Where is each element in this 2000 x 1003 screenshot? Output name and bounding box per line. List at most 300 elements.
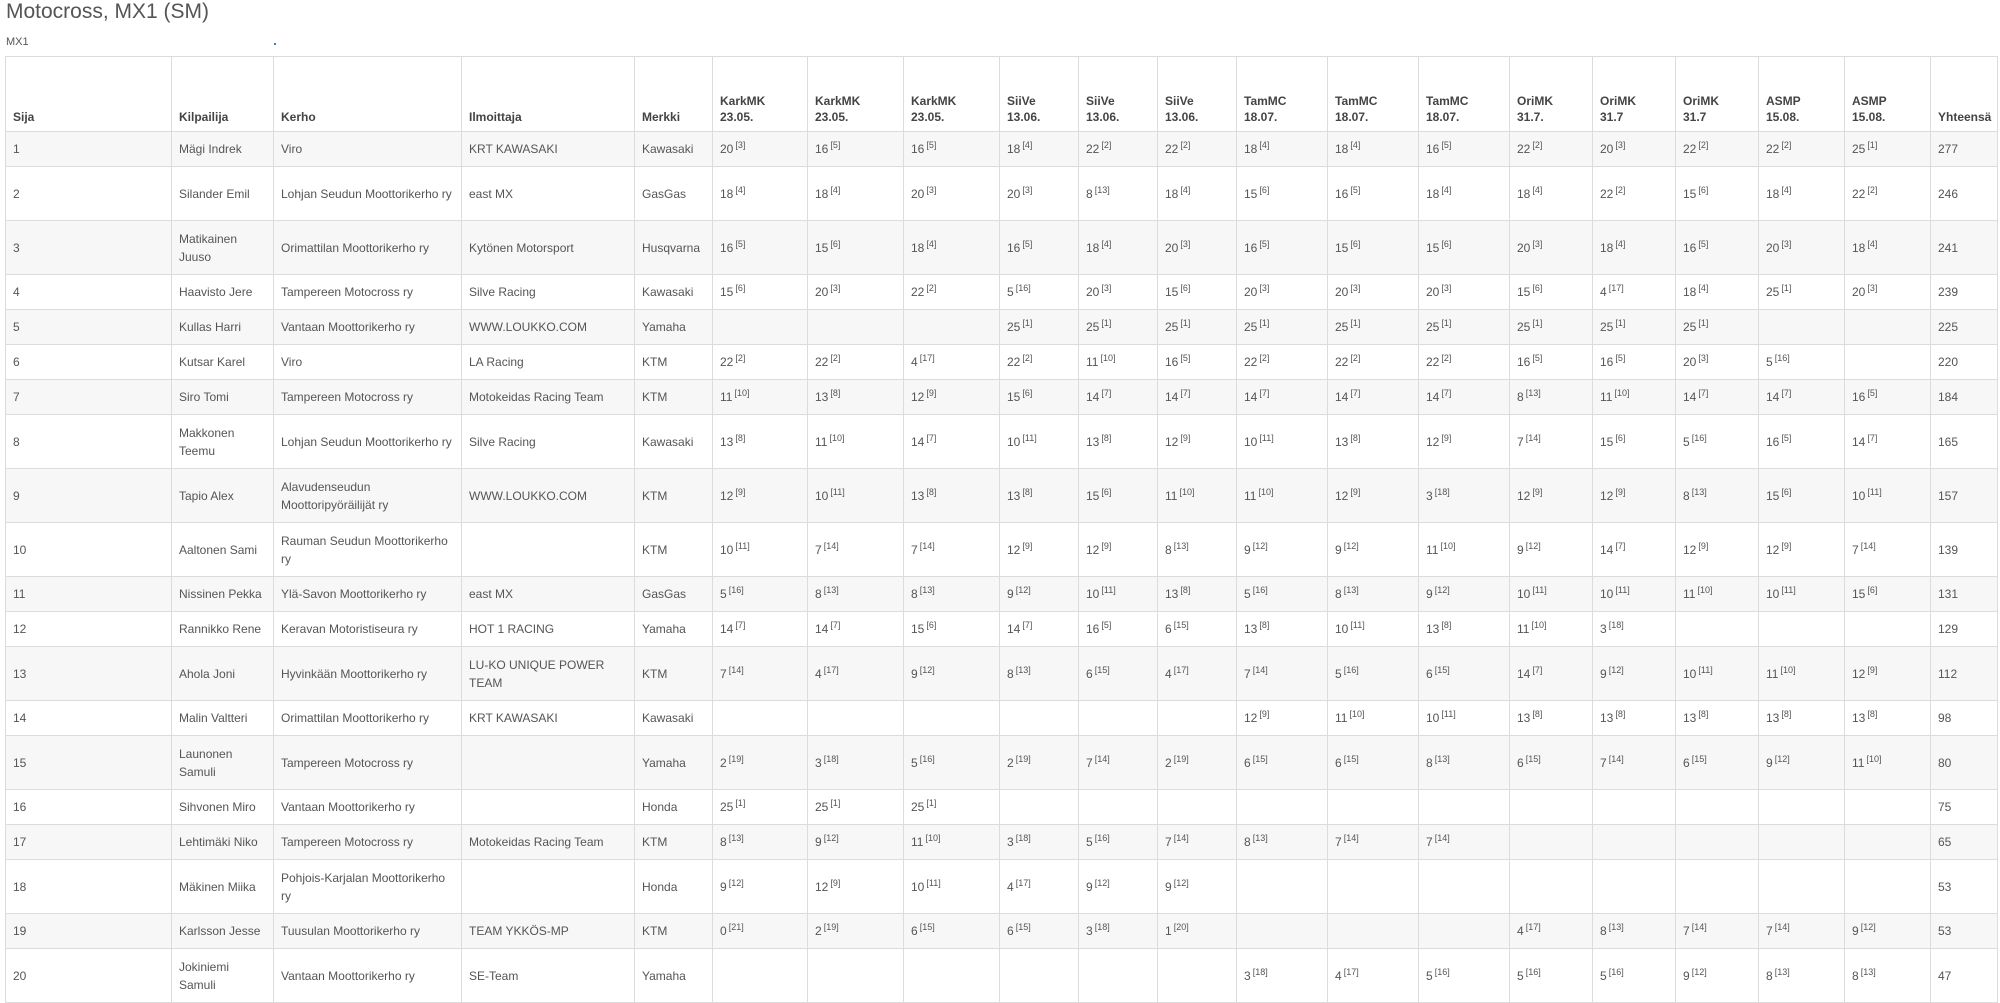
score-cell (1845, 345, 1931, 380)
score-cell (1593, 825, 1676, 860)
score-cell (1237, 949, 1328, 1003)
score-cell (904, 949, 1000, 1003)
score-points: 7 (1086, 755, 1093, 770)
round-name: SiiVe (1007, 94, 1036, 108)
score-placement: [10] (1614, 388, 1630, 398)
score-cell (1000, 612, 1079, 647)
score-cell (808, 736, 904, 790)
score-cell (1419, 275, 1510, 310)
score-points: 11 (1335, 711, 1348, 725)
score-points: 18 (1244, 142, 1258, 156)
score-cell (1759, 310, 1845, 345)
score-points: 4 (911, 355, 918, 369)
header-round-6[interactable] (1158, 57, 1237, 132)
header-rider[interactable]: Kilpailija (172, 57, 274, 132)
header-club[interactable]: Kerho (274, 57, 462, 132)
table-row[interactable] (6, 790, 1998, 825)
score-cell (1237, 736, 1328, 790)
score-cell (1000, 736, 1079, 790)
round-date: 31.7 (1683, 110, 1707, 124)
total-cell: 131 (1931, 577, 1998, 612)
score-points: 10 (1335, 622, 1349, 636)
score-cell (1328, 577, 1419, 612)
score-placement: [6] (1350, 238, 1361, 249)
score-placement: [13] (919, 585, 935, 595)
table-row[interactable] (6, 701, 1998, 736)
score-cell (1593, 469, 1676, 523)
score-points: 25 (1335, 320, 1349, 334)
score-cell (1676, 310, 1759, 345)
table-row[interactable] (6, 132, 1998, 167)
score-placement: [3] (1441, 283, 1452, 293)
round-date: 31.7. (1517, 110, 1544, 124)
score-points: 10 (720, 542, 734, 557)
score-cell (1676, 275, 1759, 310)
round-name: KarkMK (720, 94, 766, 108)
score-cell (713, 221, 808, 275)
score-placement: [7] (830, 620, 841, 630)
score-cell (1845, 221, 1931, 275)
score-cell (1237, 914, 1328, 949)
score-points: 18 (1766, 186, 1780, 201)
score-points: 9 (1244, 542, 1251, 557)
brand-cell: Kawasaki (635, 701, 713, 736)
score-cell (1237, 167, 1328, 221)
table-row[interactable] (6, 825, 1998, 860)
score-placement: [6] (1532, 283, 1543, 293)
score-placement: [15] (1252, 753, 1268, 764)
score-points: 18 (1335, 142, 1349, 156)
score-points: 5 (1007, 285, 1014, 299)
score-placement: [4] (1698, 283, 1709, 293)
score-cell (1419, 221, 1510, 275)
score-placement: [7] (1101, 388, 1112, 398)
score-cell (1759, 736, 1845, 790)
score-placement: [13] (1525, 388, 1541, 398)
score-cell (1593, 310, 1676, 345)
table-row[interactable] (6, 914, 1998, 949)
score-cell (713, 275, 808, 310)
score-cell (1676, 949, 1759, 1003)
score-cell (1079, 701, 1158, 736)
score-placement: [10] (1697, 585, 1713, 595)
round-date: 15.08. (1766, 110, 1800, 124)
score-points: 8 (1335, 587, 1342, 601)
score-placement: [1] (1532, 318, 1543, 328)
score-placement: [12] (1691, 966, 1707, 977)
score-cell (1759, 914, 1845, 949)
score-cell (1328, 275, 1419, 310)
table-row[interactable] (6, 275, 1998, 310)
total-cell: 139 (1931, 523, 1998, 577)
score-placement: [14] (728, 664, 744, 675)
score-cell (1000, 860, 1079, 914)
total-cell: 220 (1931, 345, 1998, 380)
total-cell: 47 (1931, 949, 1998, 1003)
score-points: 16 (1165, 355, 1179, 369)
table-row[interactable] (6, 310, 1998, 345)
score-cell (904, 825, 1000, 860)
score-cell (904, 736, 1000, 790)
score-cell (1079, 310, 1158, 345)
score-placement: [11] (1615, 585, 1630, 595)
score-points: 13 (911, 488, 925, 503)
score-points: 15 (1517, 285, 1531, 299)
score-placement: [16] (1691, 432, 1707, 443)
score-placement: [8] (926, 486, 937, 497)
score-placement: [7] (1615, 540, 1626, 551)
score-cell (713, 310, 808, 345)
header-pos[interactable]: Sija (6, 57, 172, 132)
score-points: 14 (1852, 434, 1866, 449)
round-name: TamMC (1335, 94, 1378, 108)
table-row[interactable] (6, 577, 1998, 612)
score-points: 5 (1517, 968, 1524, 983)
score-points: 12 (720, 488, 734, 503)
score-points: 20 (1766, 240, 1780, 255)
score-points: 22 (1852, 186, 1866, 201)
score-placement: [2] (1615, 184, 1626, 195)
club-cell: Tampereen Motocross ry (274, 825, 462, 860)
score-points: 20 (1007, 186, 1021, 201)
score-cell (1419, 132, 1510, 167)
score-placement: [11] (1022, 432, 1037, 443)
score-placement: [16] (1015, 283, 1031, 293)
table-row[interactable] (6, 523, 1998, 577)
score-cell (713, 132, 808, 167)
brand-cell: KTM (635, 345, 713, 380)
header-round-7[interactable] (1237, 57, 1328, 132)
entrant-cell: LA Racing (462, 345, 635, 380)
table-row[interactable] (6, 469, 1998, 523)
score-cell (1237, 275, 1328, 310)
score-points: 25 (1683, 320, 1697, 334)
score-placement: [2] (735, 353, 746, 363)
table-row[interactable] (6, 860, 1998, 914)
score-cell (1079, 577, 1158, 612)
score-cell (1593, 860, 1676, 914)
score-cell (1845, 825, 1931, 860)
score-cell (1759, 221, 1845, 275)
score-placement: [3] (1532, 238, 1543, 249)
score-cell (1593, 949, 1676, 1003)
score-cell (1237, 221, 1328, 275)
score-cell (808, 275, 904, 310)
score-cell (1845, 415, 1931, 469)
table-row[interactable] (6, 949, 1998, 1003)
score-cell (1158, 469, 1237, 523)
score-cell (713, 701, 808, 736)
rider-cell: Haavisto Jere (172, 275, 274, 310)
score-points: 13 (815, 390, 829, 404)
score-points: 14 (1766, 390, 1780, 404)
score-points: 13 (1683, 711, 1697, 725)
score-cell (1593, 577, 1676, 612)
score-points: 16 (1766, 434, 1780, 449)
score-points: 8 (911, 587, 918, 601)
header-round-1[interactable] (713, 57, 808, 132)
round-name: OriMK (1600, 94, 1636, 108)
score-cell (1419, 825, 1510, 860)
score-cell (1237, 647, 1328, 701)
score-placement: [7] (1259, 388, 1270, 398)
score-placement: [4] (1532, 184, 1543, 195)
position-cell: 7 (6, 380, 172, 415)
score-cell (713, 415, 808, 469)
score-cell (1079, 949, 1158, 1003)
round-name: ASMP (1766, 94, 1801, 108)
score-cell (1419, 914, 1510, 949)
table-row[interactable] (6, 612, 1998, 647)
score-points: 18 (1683, 285, 1697, 299)
score-points: 22 (1517, 142, 1531, 156)
score-points: 10 (1244, 434, 1258, 449)
score-cell (1158, 577, 1237, 612)
score-cell (1759, 469, 1845, 523)
table-row[interactable] (6, 167, 1998, 221)
score-points: 12 (1683, 542, 1697, 557)
score-placement: [4] (926, 238, 937, 249)
score-placement: [13] (823, 585, 839, 595)
entrant-cell: WWW.LOUKKO.COM (462, 469, 635, 523)
score-cell (1759, 790, 1845, 825)
score-placement: [10] (1179, 486, 1195, 497)
entrant-cell: SE-Team (462, 949, 635, 1003)
score-points: 16 (1683, 240, 1697, 255)
score-points: 7 (1600, 755, 1607, 770)
score-placement: [2] (1781, 140, 1792, 150)
score-cell (808, 914, 904, 949)
score-cell (1759, 132, 1845, 167)
score-placement: [19] (728, 753, 744, 764)
score-placement: [12] (919, 664, 935, 675)
score-cell (1759, 577, 1845, 612)
score-cell (1510, 415, 1593, 469)
score-cell (713, 949, 808, 1003)
score-points: 16 (1335, 186, 1349, 201)
score-points: 8 (1007, 666, 1014, 681)
score-cell (1328, 860, 1419, 914)
total-cell: 112 (1931, 647, 1998, 701)
score-points: 13 (1335, 434, 1349, 449)
score-cell (1419, 345, 1510, 380)
score-points: 18 (911, 240, 925, 255)
score-cell (904, 380, 1000, 415)
round-date: 15.08. (1852, 110, 1886, 124)
score-placement: [12] (1525, 540, 1541, 551)
score-placement: [16] (1094, 833, 1110, 843)
score-points: 8 (720, 835, 727, 849)
header-round-4[interactable] (1000, 57, 1079, 132)
header-round-14[interactable] (1845, 57, 1931, 132)
score-points: 22 (1007, 355, 1021, 369)
table-row[interactable] (6, 221, 1998, 275)
header-round-10[interactable] (1510, 57, 1593, 132)
score-placement: [6] (1180, 283, 1191, 293)
score-cell (1419, 167, 1510, 221)
score-placement: [2] (1101, 140, 1112, 150)
club-cell: Viro (274, 132, 462, 167)
header-total[interactable]: Yhteensä (1931, 57, 1998, 132)
rider-cell: Matikainen Juuso (172, 221, 274, 275)
score-points: 10 (1426, 711, 1440, 725)
score-cell (1759, 380, 1845, 415)
score-cell (1676, 647, 1759, 701)
score-points: 10 (911, 879, 925, 894)
score-placement: [15] (1015, 922, 1031, 932)
total-cell: 53 (1931, 914, 1998, 949)
score-cell (713, 380, 808, 415)
score-placement: [8] (1441, 620, 1452, 630)
score-points: 5 (1766, 355, 1773, 369)
score-points: 18 (815, 186, 829, 201)
brand-cell: GasGas (635, 577, 713, 612)
header-brand[interactable]: Merkki (635, 57, 713, 132)
score-points: 22 (720, 355, 734, 369)
header-round-3[interactable] (904, 57, 1000, 132)
header-round-8[interactable] (1328, 57, 1419, 132)
table-row[interactable] (6, 736, 1998, 790)
score-placement: [6] (1698, 184, 1709, 195)
score-points: 12 (1517, 488, 1531, 503)
score-points: 25 (911, 800, 925, 814)
club-cell: Tuusulan Moottorikerho ry (274, 914, 462, 949)
header-round-5[interactable] (1079, 57, 1158, 132)
score-points: 22 (1766, 142, 1780, 156)
table-row[interactable] (6, 415, 1998, 469)
score-points: 20 (1683, 355, 1697, 369)
score-cell (713, 825, 808, 860)
score-placement: [7] (1781, 388, 1792, 398)
score-placement: [7] (1698, 388, 1709, 398)
score-cell (1593, 380, 1676, 415)
score-cell (1328, 701, 1419, 736)
score-points: 12 (1600, 488, 1614, 503)
position-cell: 18 (6, 860, 172, 914)
score-cell (904, 310, 1000, 345)
table-row[interactable] (6, 380, 1998, 415)
score-cell (713, 736, 808, 790)
header-round-2[interactable] (808, 57, 904, 132)
score-points: 22 (1086, 142, 1100, 156)
score-cell (713, 914, 808, 949)
score-cell (1510, 790, 1593, 825)
score-cell (1328, 790, 1419, 825)
score-placement: [20] (1173, 922, 1189, 932)
score-cell (1328, 523, 1419, 577)
score-points: 22 (815, 355, 829, 369)
score-placement: [5] (1532, 353, 1543, 363)
score-placement: [4] (1022, 140, 1033, 150)
score-cell (1676, 523, 1759, 577)
total-cell: 225 (1931, 310, 1998, 345)
score-points: 18 (1086, 240, 1100, 255)
score-cell (1759, 415, 1845, 469)
score-points: 0 (720, 924, 727, 938)
header-round-9[interactable] (1419, 57, 1510, 132)
score-points: 5 (1086, 835, 1093, 849)
score-points: 8 (1766, 968, 1773, 983)
score-cell (1079, 523, 1158, 577)
score-placement: [21] (728, 922, 744, 932)
score-placement: [1] (1698, 318, 1709, 328)
score-points: 9 (1600, 666, 1607, 681)
rider-cell: Karlsson Jesse (172, 914, 274, 949)
score-cell (1676, 132, 1759, 167)
score-points: 6 (1086, 666, 1093, 681)
score-placement: [13] (1860, 966, 1876, 977)
score-cell (1158, 949, 1237, 1003)
score-cell (1000, 790, 1079, 825)
rider-cell: Malin Valtteri (172, 701, 274, 736)
score-placement: [6] (926, 620, 937, 630)
score-placement: [14] (823, 540, 839, 551)
round-name: OriMK (1683, 94, 1719, 108)
score-points: 6 (1335, 755, 1342, 770)
score-points: 20 (815, 285, 829, 299)
score-cell (1237, 345, 1328, 380)
score-cell (904, 612, 1000, 647)
total-cell: 157 (1931, 469, 1998, 523)
score-points: 2 (720, 755, 727, 770)
header-round-13[interactable] (1759, 57, 1845, 132)
score-points: 15 (1086, 488, 1100, 503)
score-points: 7 (1426, 835, 1433, 849)
header-round-12[interactable] (1676, 57, 1759, 132)
score-cell (1510, 345, 1593, 380)
score-points: 6 (1007, 924, 1014, 938)
score-cell (1328, 345, 1419, 380)
score-cell (1845, 380, 1931, 415)
score-points: 18 (1007, 142, 1021, 156)
score-placement: [5] (1867, 388, 1878, 398)
score-points: 10 (1007, 434, 1021, 449)
score-cell (1419, 415, 1510, 469)
header-round-11[interactable] (1593, 57, 1676, 132)
score-placement: [13] (1094, 184, 1110, 195)
club-cell: Vantaan Moottorikerho ry (274, 949, 462, 1003)
header-entrant[interactable]: Ilmoittaja (462, 57, 635, 132)
position-cell: 1 (6, 132, 172, 167)
score-points: 8 (1517, 390, 1524, 404)
score-points: 10 (1517, 587, 1531, 601)
score-placement: [1] (735, 798, 746, 808)
score-cell (904, 577, 1000, 612)
score-points: 7 (911, 542, 918, 557)
score-points: 20 (1600, 142, 1614, 156)
entrant-cell: KRT KAWASAKI (462, 701, 635, 736)
score-cell (1593, 612, 1676, 647)
score-placement: [1] (1781, 283, 1792, 293)
score-cell (808, 523, 904, 577)
table-row[interactable] (6, 345, 1998, 380)
score-cell (1000, 469, 1079, 523)
score-cell (1000, 275, 1079, 310)
score-cell (1676, 415, 1759, 469)
score-placement: [6] (1101, 486, 1112, 497)
score-placement: [13] (1173, 540, 1189, 551)
score-placement: [2] (1180, 140, 1191, 150)
position-cell: 5 (6, 310, 172, 345)
table-row[interactable] (6, 647, 1998, 701)
brand-cell: Kawasaki (635, 415, 713, 469)
score-cell (713, 860, 808, 914)
brand-cell: KTM (635, 523, 713, 577)
score-placement: [2] (1259, 353, 1270, 363)
score-cell (1000, 345, 1079, 380)
entrant-cell (462, 523, 635, 577)
score-placement: [15] (1691, 753, 1707, 764)
